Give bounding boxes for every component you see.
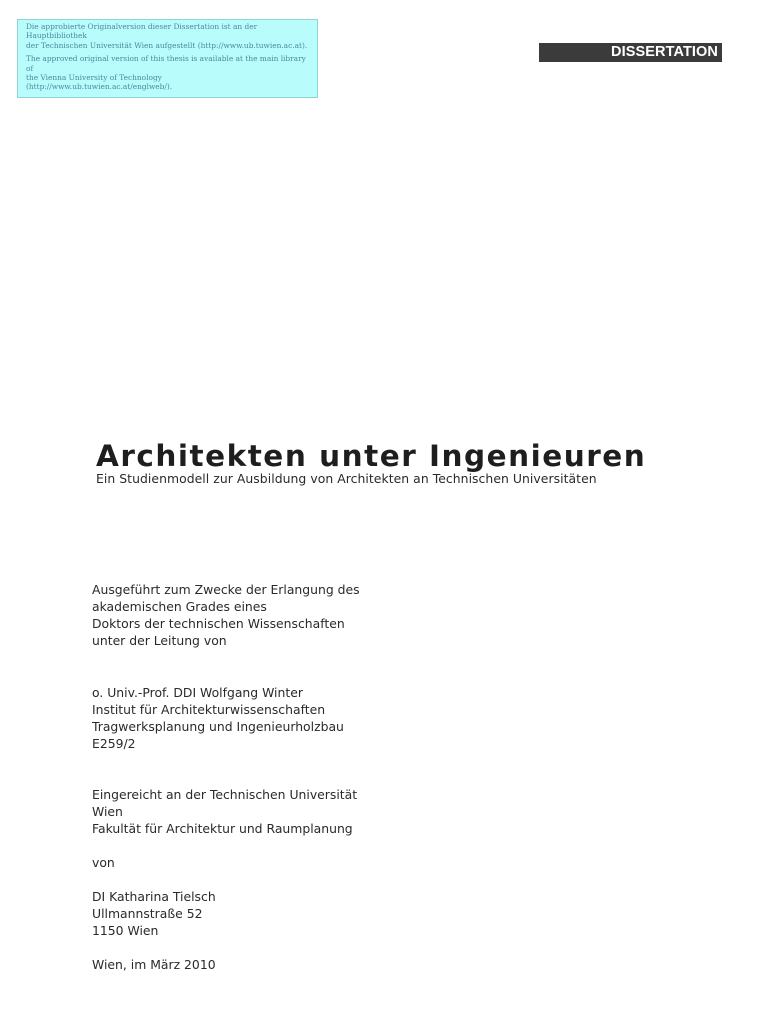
advisor-block	[92, 684, 344, 752]
notice-german: Die approbierte Originalversion dieser Dissertation ist an der Hauptbibliothek der Technischen Universität Wien aufgestellt (http://www.ub.tuwien.ac.at).	[26, 22, 308, 50]
purpose-line: akademischen Grades eines	[92, 599, 267, 614]
purpose-line: Doktors der technischen Wissenschaften	[92, 616, 345, 631]
purpose-line: unter der Leitung von	[92, 633, 227, 648]
submission-faculty: Fakultät für Architektur und Raumplanung	[92, 821, 353, 836]
author-street: Ullmannstraße 52	[92, 906, 203, 921]
advisor-code: E259/2	[92, 736, 136, 751]
submission-city: Wien	[92, 804, 123, 819]
advisor-department: Tragwerksplanung und Ingenieurholzbau	[92, 719, 344, 734]
place-date	[92, 956, 216, 973]
thesis-title: Architekten unter Ingenieuren	[96, 439, 647, 473]
purpose-statement	[92, 581, 360, 649]
dissertation-label: DISSERTATION	[539, 43, 722, 62]
author-city: 1150 Wien	[92, 923, 159, 938]
place-date-text: Wien, im März 2010	[92, 957, 216, 972]
author-block	[92, 888, 216, 939]
notice-english: The approved original version of this thesis is available at the main library of the Vienna University of Technology (http://www.ub.tuwien.ac.at/englweb/).	[26, 54, 306, 92]
library-notice-box	[17, 19, 318, 98]
thesis-subtitle: Ein Studienmodell zur Ausbildung von Architekten an Technischen Universitäten	[96, 471, 597, 486]
von-text: von	[92, 855, 115, 870]
advisor-institute: Institut für Architekturwissenschaften	[92, 702, 326, 717]
von-line	[92, 854, 115, 871]
purpose-line: Ausgeführt zum Zwecke der Erlangung des	[92, 582, 360, 597]
author-name: DI Katharina Tielsch	[92, 889, 216, 904]
submission-line: Eingereicht an der Technischen Universität	[92, 787, 358, 802]
submission-block	[92, 786, 357, 837]
advisor-name: o. Univ.-Prof. DDI Wolfgang Winter	[92, 685, 303, 700]
